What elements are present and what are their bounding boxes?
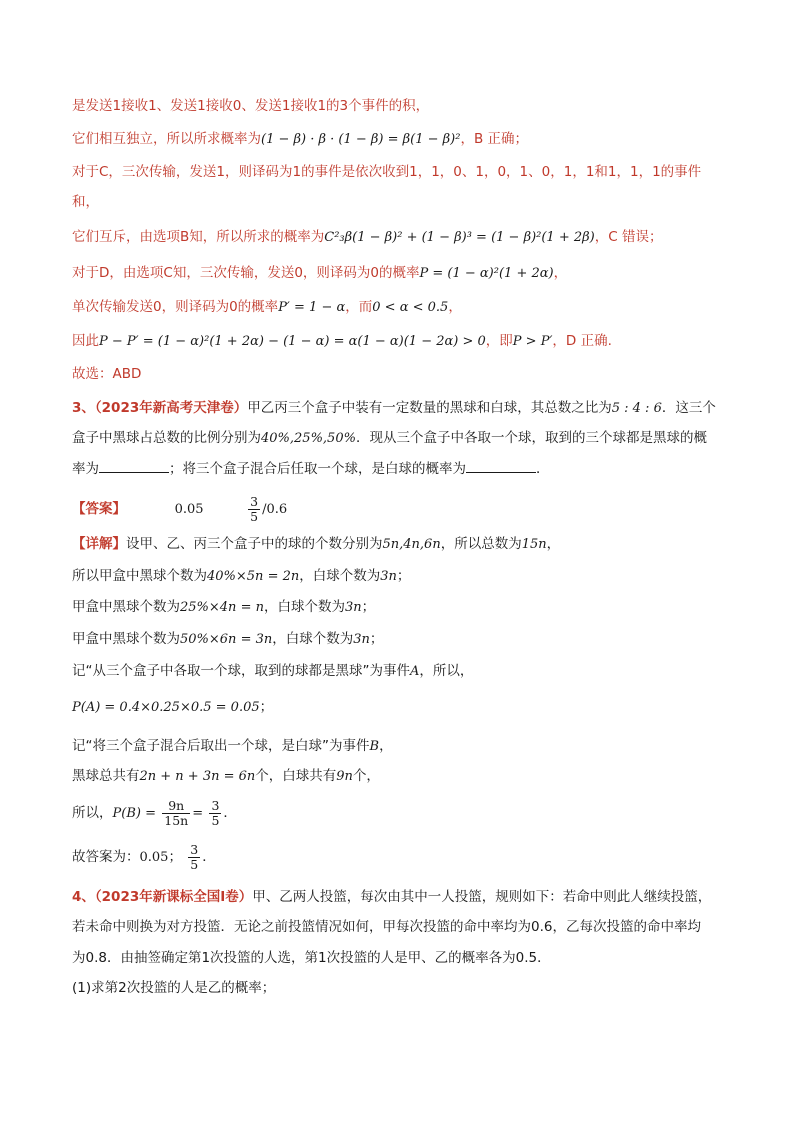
- fraction-9n-15n: $\frac{9n}{15n}$: [164, 797, 189, 828]
- detail-line-9: 所以，P(B) = $\frac{9n}{15n}$ = $\frac{3}{5}$ ．: [72, 797, 237, 828]
- solution-line-6: 对于D，由选项C知，三次传输，发送0，则译码为0的概率P = (1 − α)²(1 + 2α)，: [72, 265, 568, 281]
- solution-line-2: 它们相互独立，所以所求概率为(1 − β) · β · (1 − β) = β(1 − β)²，B 正确；: [72, 131, 529, 147]
- detail-line-6: P(A) = 0.4×0.25×0.5 = 0.05；: [72, 699, 274, 715]
- detail-line-5: 记“从三个盒子中各取一个球，取到的球都是黑球”为事件A，所以，: [72, 663, 474, 679]
- detail-line-1: 【详解】设甲、乙、丙三个盒子中的球的个数分别为5n,4n,6n，所以总数为15n，: [72, 536, 561, 552]
- solution-line-7: 单次传输发送0，则译码为0的概率P′ = 1 − α，而0 < α < 0.5，: [72, 299, 462, 315]
- q3-line-3: 率为 ；将三个盒子混合后任取一个球，是白球的概率为 ．: [72, 458, 550, 479]
- solution-line-5: 它们互斥，由选项B知，所以所求的概率为C²₃β(1 − β)² + (1 − β)³ = (1 − β)²(1 + 2β)，C 错误；: [72, 229, 663, 245]
- detail-line-2: 所以甲盒中黑球个数为40%×5n = 2n，白球个数为3n；: [72, 568, 411, 584]
- answer-tag: 【答案】: [72, 501, 126, 517]
- detail-line-7: 记“将三个盒子混合后取出一个球，是白球”为事件B，: [72, 738, 393, 754]
- q4-line-2: 若未命中则换为对方投篮．无论之前投篮情况如何，甲每次投篮的命中率均为0.6，乙每次投篮的命中率均: [72, 919, 701, 935]
- detail-line-4: 甲盒中黑球个数为50%×6n = 3n，白球个数为3n；: [72, 631, 384, 647]
- q4-line-1: 4、（2023年新课标全国Ⅰ卷）甲、乙两人投篮，每次由其中一人投篮，规则如下：若命中则此人继续投篮，: [72, 889, 712, 905]
- q3-line-1: 3、（2023年新高考天津卷）甲乙丙三个盒子中装有一定数量的黑球和白球，其总数之比为5 : 4 : 6．这三个: [72, 400, 716, 416]
- detail-line-8: 黑球总共有2n + n + 3n = 6n个，白球共有9n个，: [72, 768, 380, 784]
- q3-line-2: 盒子中黑球占总数的比例分别为40%,25%,50%．现从三个盒子中各取一个球，取到的三个球都是黑球的概: [72, 430, 707, 446]
- detail-tag: 【详解】: [72, 536, 126, 552]
- solution-line-8: 因此P − P′ = (1 − α)²(1 + 2α) − (1 − α) = α(1 − α)(1 − 2α) > 0，即P > P′，D 正确.: [72, 333, 612, 349]
- final-fraction: $\frac{3}{5}$: [190, 841, 199, 872]
- fraction-3-5: $\frac{3}{5}$: [211, 797, 220, 828]
- answer-choice-line: 故选：ABD: [72, 366, 142, 382]
- detail-line-3: 甲盒中黑球个数为25%×4n = n，白球个数为3n；: [72, 599, 376, 615]
- answer-fraction: $\frac{3}{5}$: [250, 493, 259, 524]
- q4-subquestion-1: (1)求第2次投篮的人是乙的概率；: [72, 980, 276, 996]
- solution-line-3: 对于C，三次传输，发送1，则译码为1的事件是依次收到1，1，0、1，0，1、0，1，1和1，1，1的事件: [72, 164, 702, 180]
- detail-line-10: 故答案为：0.05； $\frac{3}{5}$ ．: [72, 841, 216, 872]
- answer-blank-2: [466, 458, 536, 473]
- solution-line-1: 是发送1接收1、发送1接收0、发送1接收1的3个事件的积，: [72, 98, 430, 114]
- q3-answer-line: 【答案】 0.05 $\frac{3}{5}$ /0.6: [72, 493, 288, 524]
- q4-line-3: 为0.8．由抽签确定第1次投篮的人选，第1次投篮的人是甲、乙的概率各为0.5．: [72, 950, 551, 966]
- solution-line-4: 和，: [72, 194, 99, 210]
- answer-blank-1: [99, 458, 169, 473]
